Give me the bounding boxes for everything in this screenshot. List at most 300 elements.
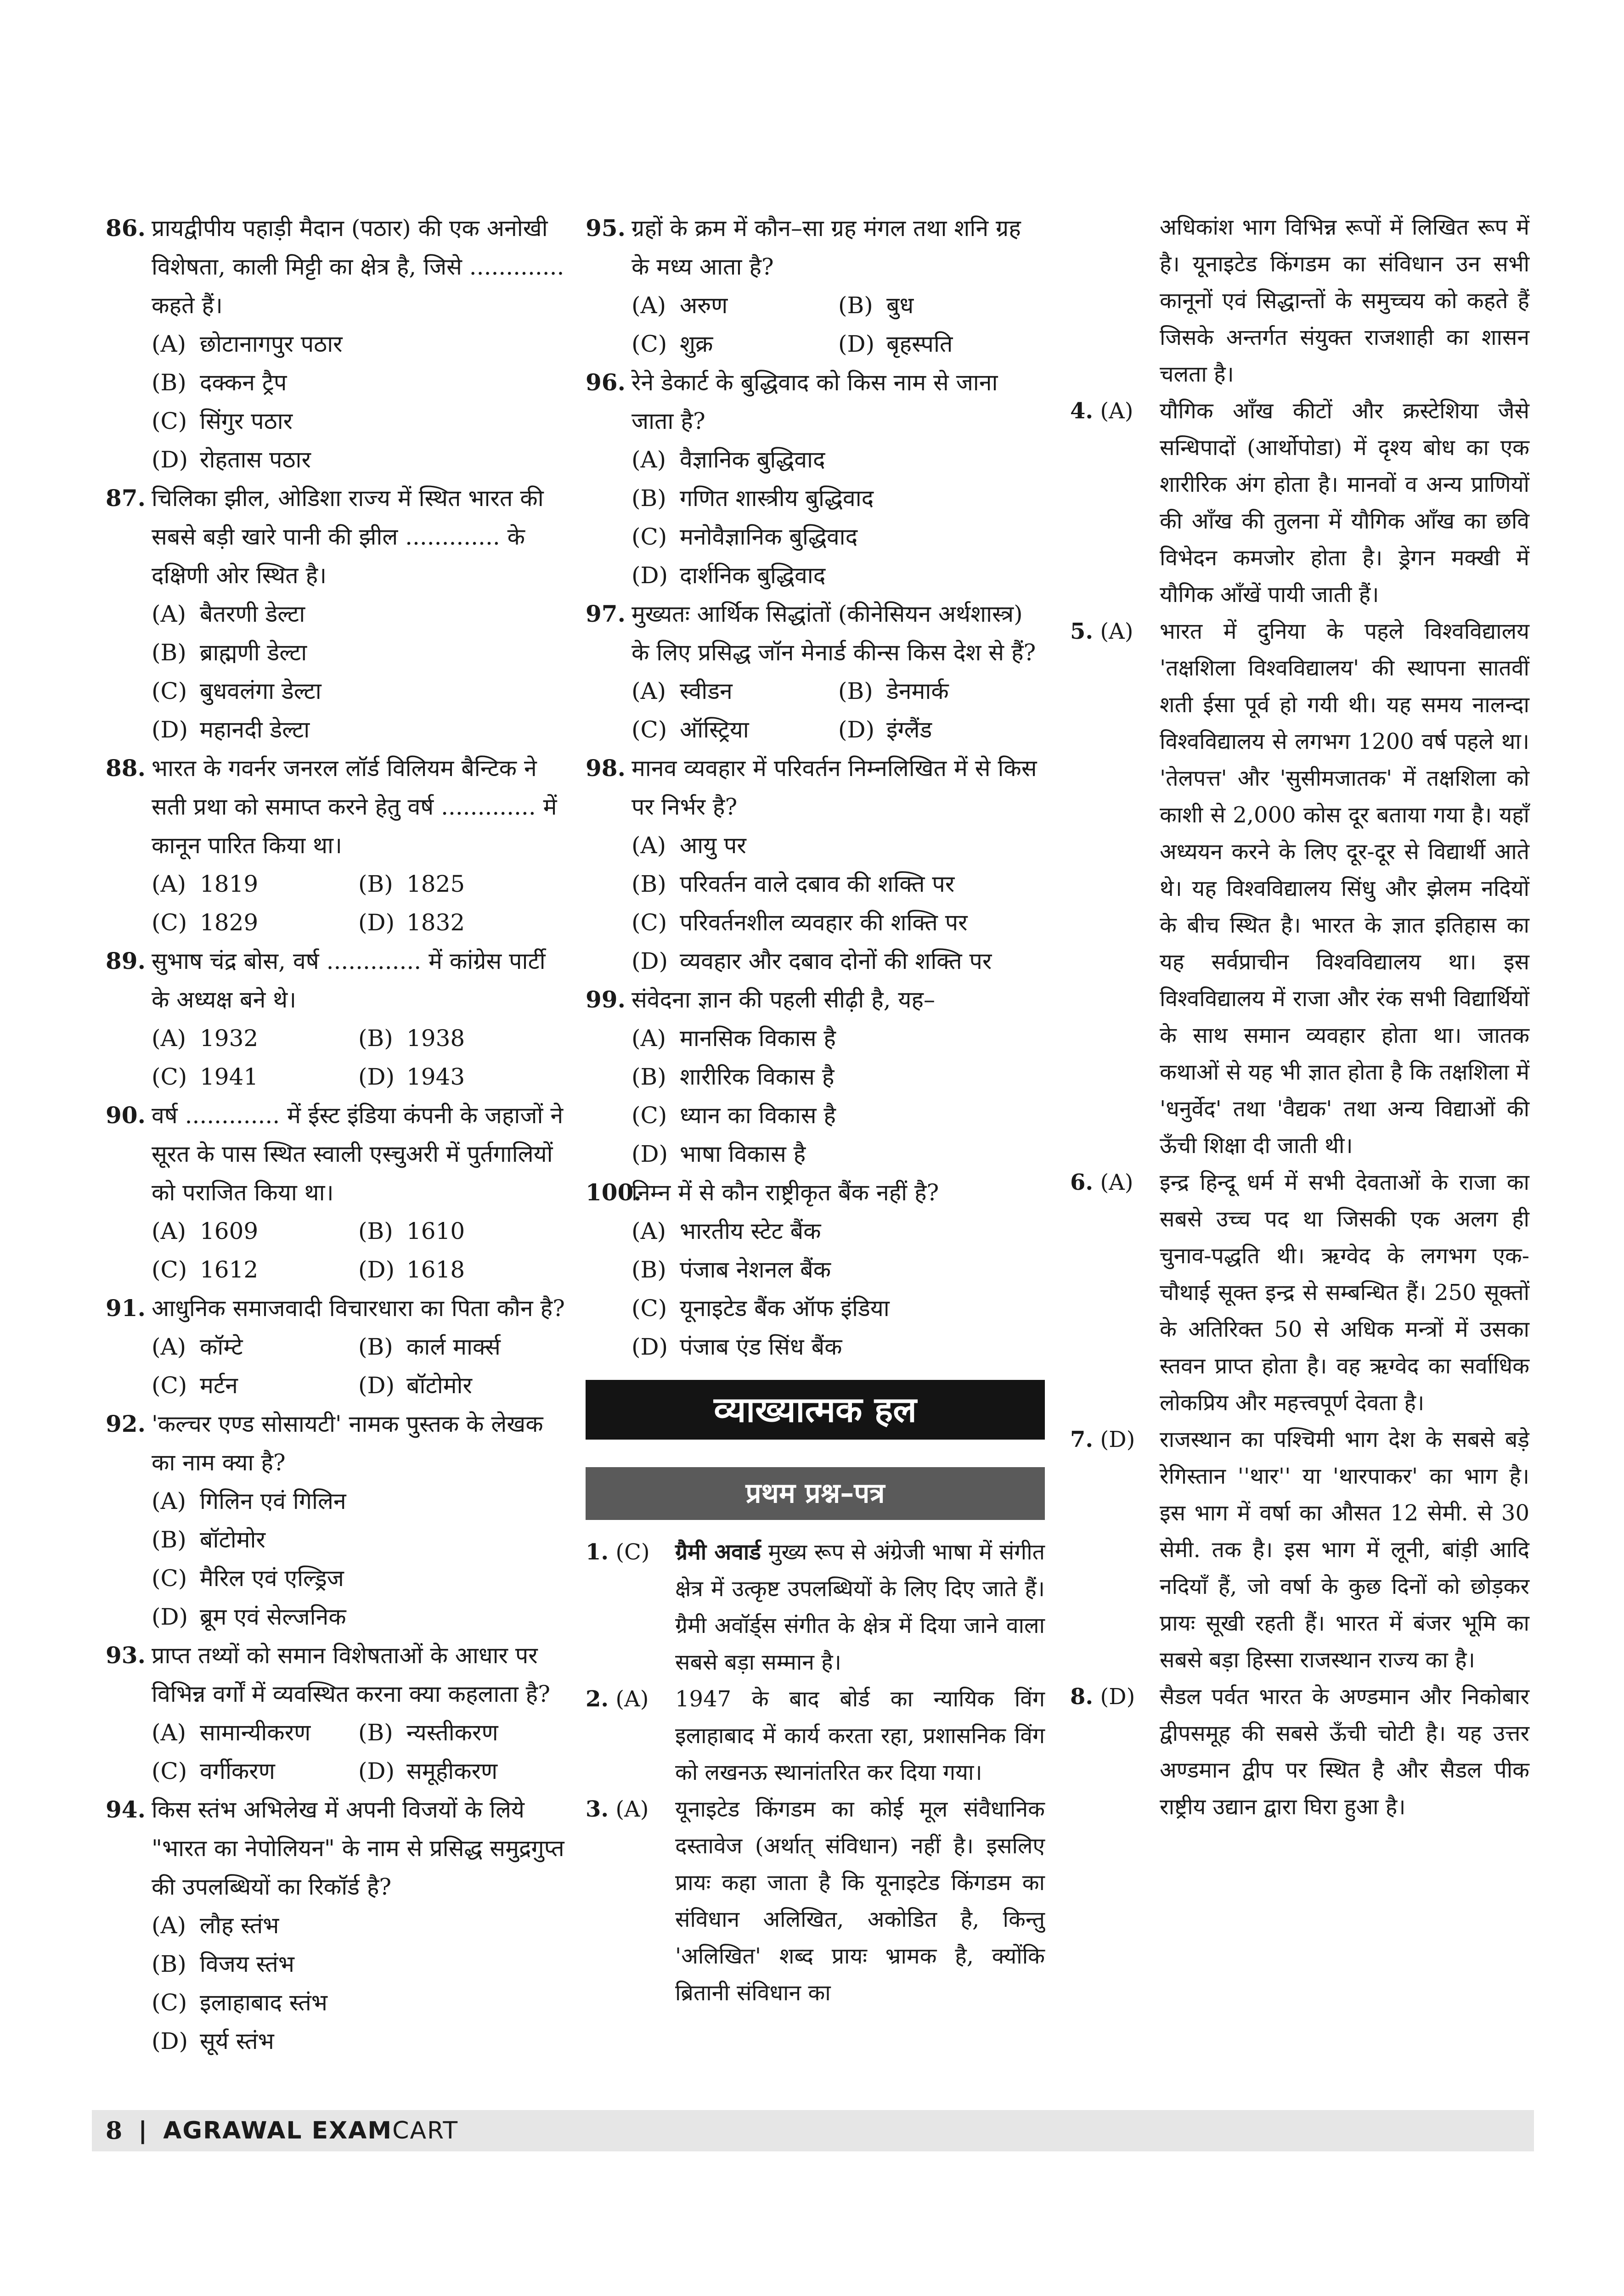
option-item bbox=[358, 865, 565, 903]
option-text: बृहस्पति bbox=[886, 331, 953, 357]
question-stem: चिलिका झील, ओडिशा राज्य में स्थित भारत की सबसे बड़ी खारे पानी की झील ............. के दक्षिणी ओर स्थित है। bbox=[152, 485, 544, 589]
option-list bbox=[632, 286, 1045, 363]
question-item bbox=[586, 209, 1045, 363]
question-number: 88. bbox=[106, 754, 146, 782]
question-item bbox=[106, 1636, 565, 1790]
option-label: (A) bbox=[632, 446, 666, 473]
answer-text: भारत में दुनिया के पहले विश्वविद्यालय 'तक्षशिला विश्वविद्यालय' की स्थापना सातवीं शती ईसा पूर्व हो गयी थी। यह समय नालन्दा विश्वविद्यालय से लगभग 1200 वर्ष पहले था। 'तेलपत्त' और 'सुसीमजातक' में तक्षशिला को काशी से 2,000 कोस दूर बताया गया है। यहाँ अध्ययन करने के लिए दूर-दूर से विद्यार्थी आते थे। यह विश्वविद्यालय सिंधु और झेलम नदियों के बीच स्थित है। भारत के ज्ञात इतिहास का यह सर्वप्राचीन विश्वविद्यालय था। इस विश्वविद्यालय में राजा और रंक सभी विद्यार्थियों के साथ समान व्यवहार होता था। जातक कथाओं से यह भी ज्ञात होता है कि तक्षशिला में 'धनुर्वेद' तथा 'वैद्यक' तथा अन्य विद्याओं की ऊँची शिक्षा दी जाती थी। bbox=[1160, 619, 1529, 1159]
question-item bbox=[586, 595, 1045, 749]
option-item bbox=[632, 1328, 1045, 1366]
option-list bbox=[152, 595, 565, 749]
option-text: वैज्ञानिक बुद्धिवाद bbox=[680, 446, 825, 473]
option-item bbox=[632, 1289, 1045, 1328]
page-number: 8 bbox=[106, 2116, 123, 2145]
option-item bbox=[358, 903, 565, 942]
option-label: (C) bbox=[632, 331, 667, 357]
option-label: (A) bbox=[152, 1334, 186, 1360]
option-item bbox=[152, 1559, 565, 1598]
option-item bbox=[152, 865, 358, 903]
option-text: 1943 bbox=[406, 1064, 465, 1090]
option-label: (A) bbox=[152, 1719, 186, 1746]
option-text: 1832 bbox=[406, 909, 465, 936]
question-stem: ग्रहों के क्रम में कौन–सा ग्रह मंगल तथा शनि ग्रह के मध्य आता है? bbox=[632, 215, 1021, 280]
answer-explanation bbox=[1160, 1164, 1529, 1421]
option-text: 1612 bbox=[200, 1256, 259, 1283]
option-label: (B) bbox=[358, 1719, 393, 1746]
option-text: 1609 bbox=[200, 1218, 259, 1244]
question-number: 89. bbox=[106, 947, 146, 974]
option-label: (A) bbox=[632, 678, 666, 704]
option-label: (C) bbox=[152, 408, 187, 434]
question-stem: 'कल्चर एण्ड सोसायटी' नामक पुस्तक के लेखक का नाम क्या है? bbox=[152, 1411, 543, 1476]
answer-bold-lead: ग्रैमी अवार्ड bbox=[675, 1539, 761, 1565]
option-text: मैरिल एवं एल्ड्रिज bbox=[200, 1565, 344, 1592]
option-label: (D) bbox=[358, 909, 395, 936]
option-text: 1618 bbox=[406, 1256, 465, 1283]
option-item bbox=[358, 1366, 565, 1405]
answer-continuation bbox=[1070, 209, 1529, 393]
option-text: बॉटोमोर bbox=[200, 1526, 265, 1553]
option-text: शुक्र bbox=[680, 331, 713, 357]
answer-explanation bbox=[1160, 613, 1529, 1164]
option-text: शारीरिक विकास है bbox=[680, 1064, 835, 1090]
question-number: 86. bbox=[106, 214, 146, 242]
option-text: गिलिन एवं गिलिन bbox=[200, 1488, 346, 1514]
option-label: (A) bbox=[152, 1025, 186, 1052]
option-label: (D) bbox=[838, 716, 875, 743]
question-item bbox=[106, 1096, 565, 1289]
option-text: 1819 bbox=[200, 871, 259, 897]
answer-num: 2. bbox=[586, 1686, 609, 1712]
option-label: (B) bbox=[838, 678, 873, 704]
option-label: (C) bbox=[152, 1372, 187, 1399]
option-text: स्वीडन bbox=[680, 678, 733, 704]
option-item bbox=[152, 1366, 358, 1405]
answer-explanation bbox=[1160, 1421, 1529, 1678]
question-number: 87. bbox=[106, 484, 146, 512]
answers-right bbox=[1070, 393, 1529, 1825]
option-text: मर्टन bbox=[200, 1372, 238, 1399]
option-label: (D) bbox=[358, 1064, 395, 1090]
answer-key: (A) bbox=[1100, 398, 1133, 424]
option-label: (B) bbox=[152, 1951, 186, 1977]
option-text: लौह स्तंभ bbox=[200, 1912, 279, 1939]
question-number: 98. bbox=[586, 754, 626, 782]
option-label: (B) bbox=[152, 1526, 186, 1553]
option-label: (D) bbox=[358, 1758, 395, 1784]
question-item bbox=[106, 1790, 565, 2060]
option-item bbox=[632, 942, 1045, 980]
option-item bbox=[632, 865, 1045, 903]
question-number: 94. bbox=[106, 1796, 146, 1823]
answer-text: सैडल पर्वत भारत के अण्डमान और निकोबार द्वीपसमूह की सबसे ऊँची चोटी है। यह उत्तर अण्डमान द्वीप पर स्थित है और सैडल पीक राष्ट्रीय उद्यान द्वारा घिरा हुआ है। bbox=[1160, 1684, 1529, 1820]
option-item bbox=[632, 325, 838, 363]
option-label: (C) bbox=[632, 523, 667, 550]
option-label: (C) bbox=[152, 678, 187, 704]
question-item bbox=[586, 749, 1045, 980]
option-item bbox=[358, 1212, 565, 1250]
option-text: ब्राह्मणी डेल्टा bbox=[200, 639, 307, 666]
option-label: (A) bbox=[152, 601, 186, 627]
option-item bbox=[152, 1598, 565, 1636]
option-label: (A) bbox=[152, 1488, 186, 1514]
column-middle bbox=[586, 209, 1045, 2011]
option-label: (C) bbox=[152, 1758, 187, 1784]
question-item bbox=[106, 942, 565, 1096]
option-list bbox=[632, 826, 1045, 980]
footer-separator: | bbox=[138, 2117, 147, 2144]
option-label: (C) bbox=[152, 1256, 187, 1283]
answer-item bbox=[1070, 1421, 1529, 1678]
option-text: 1610 bbox=[406, 1218, 465, 1244]
question-stem: प्रायद्वीपीय पहाड़ी मैदान (पठार) की एक अनोखी विशेषता, काली मिट्टी का क्षेत्र है, जिसे ............. कहते हैं। bbox=[152, 215, 564, 319]
answer-key: (C) bbox=[615, 1539, 650, 1565]
option-text: सिंगुर पठार bbox=[200, 408, 293, 434]
question-number: 91. bbox=[106, 1294, 146, 1322]
question-number: 95. bbox=[586, 214, 626, 242]
option-label: (D) bbox=[152, 716, 188, 743]
answer-text: यौगिक आँख कीटों और क्रस्टेशिया जैसे सन्धिपादों (आर्थोपोडा) में दृश्य बोध का एक शारीरिक अंग होता है। मानवों व अन्य प्राणियों की आँख की तुलना में यौगिक आँख का छवि विभेदन कमजोर होता है। ड्रेगन मक्खी में यौगिक आँखें पायी जाती हैं। bbox=[1160, 398, 1529, 608]
answer-item bbox=[586, 1681, 1045, 1791]
option-label: (A) bbox=[632, 1218, 666, 1244]
answer-key: (A) bbox=[615, 1686, 649, 1712]
option-item bbox=[632, 1096, 1045, 1135]
question-number: 96. bbox=[586, 369, 626, 396]
option-label: (C) bbox=[152, 1565, 187, 1592]
option-label: (B) bbox=[152, 639, 186, 666]
answer-number bbox=[1070, 613, 1157, 650]
option-item bbox=[152, 1713, 358, 1752]
option-text: सूर्य स्तंभ bbox=[200, 2028, 274, 2054]
option-label: (A) bbox=[152, 331, 186, 357]
question-stem: आधुनिक समाजवादी विचारधारा का पिता कौन है? bbox=[152, 1295, 565, 1322]
answer-number bbox=[586, 1681, 673, 1717]
option-item bbox=[632, 518, 1045, 556]
option-label: (B) bbox=[358, 1025, 393, 1052]
option-item bbox=[632, 1058, 1045, 1096]
answer-text: इन्द्र हिन्दू धर्म में सभी देवताओं के राजा का सबसे उच्च पद था जिसकी एक अलग ही चुनाव-पद्धति थी। ऋग्वेद के लगभग एक-चौथाई सूक्त इन्द्र से सम्बन्धित हैं। 250 सूक्तों के अतिरिक्त 50 से अधिक मन्त्रों में उसका स्तवन प्राप्त होता है। वह ऋग्वेद का सर्वाधिक लोकप्रिय और महत्त्वपूर्ण देवता है। bbox=[1160, 1170, 1529, 1416]
option-item bbox=[152, 1752, 358, 1790]
option-text: ऑस्ट्रिया bbox=[680, 716, 749, 743]
option-item bbox=[152, 325, 565, 363]
option-text: वर्गीकरण bbox=[200, 1758, 275, 1784]
option-text: पंजाब एंड सिंध बैंक bbox=[680, 1334, 842, 1360]
option-item bbox=[152, 440, 565, 479]
option-label: (C) bbox=[632, 1102, 667, 1129]
answer-item bbox=[1070, 613, 1529, 1164]
answer-text: यूनाइटेड किंगडम का कोई मूल संवैधानिक दस्तावेज (अर्थात् संविधान) नहीं है। इसलिए प्रायः कहा जाता है कि यूनाइटेड किंगडम का संविधान अलिखित, अकोडित है, किन्तु 'अलिखित' शब्द प्रायः भ्रामक है, क्योंकि ब्रितानी संविधान का bbox=[675, 1796, 1045, 2006]
option-label: (D) bbox=[632, 948, 668, 974]
option-item bbox=[152, 672, 565, 710]
answer-num: 6. bbox=[1070, 1170, 1094, 1195]
question-stem: रेने डेकार्ट के बुद्धिवाद को किस नाम से जाना जाता है? bbox=[632, 369, 998, 434]
question-item bbox=[106, 1405, 565, 1636]
option-list bbox=[152, 325, 565, 479]
option-label: (D) bbox=[632, 1334, 668, 1360]
option-item bbox=[152, 1212, 358, 1250]
option-item bbox=[152, 402, 565, 440]
answer-item bbox=[1070, 1164, 1529, 1421]
question-stem: किस स्तंभ अभिलेख में अपनी विजयों के लिये "भारत का नेपोलियन" के नाम से प्रसिद्ध समुद्रगुप्त की उपलब्धियों का रिकॉर्ड है? bbox=[152, 1796, 564, 1900]
option-text: परिवर्तनशील व्यवहार की शक्ति पर bbox=[680, 909, 968, 936]
option-item bbox=[152, 633, 565, 672]
option-item bbox=[358, 1058, 565, 1096]
option-item bbox=[152, 1019, 358, 1058]
question-number: 90. bbox=[106, 1102, 146, 1129]
question-number: 93. bbox=[106, 1642, 146, 1669]
answer-num: 5. bbox=[1070, 619, 1094, 644]
option-list bbox=[152, 865, 565, 942]
answer-item bbox=[586, 1791, 1045, 2011]
question-item bbox=[586, 980, 1045, 1173]
answer-key: (D) bbox=[1100, 1684, 1135, 1710]
option-label: (B) bbox=[358, 871, 393, 897]
answer-text: 1947 के बाद बोर्ड का न्यायिक विंग इलाहाबाद में कार्य करता रहा, प्रशासनिक विंग को लखनऊ स्थानांतरित कर दिया गया। bbox=[675, 1686, 1045, 1785]
answer-explanation bbox=[1160, 393, 1529, 613]
option-label: (D) bbox=[632, 562, 668, 589]
answer-item bbox=[586, 1534, 1045, 1681]
question-stem: संवेदना ज्ञान की पहली सीढ़ी है, यह– bbox=[632, 986, 935, 1013]
option-label: (C) bbox=[152, 1989, 187, 2016]
answer-num: 1. bbox=[586, 1539, 609, 1565]
option-item bbox=[838, 710, 1045, 749]
option-item bbox=[358, 1250, 565, 1289]
option-item bbox=[152, 710, 565, 749]
option-text: इलाहाबाद स्तंभ bbox=[200, 1989, 327, 2016]
option-list bbox=[152, 1019, 565, 1096]
option-item bbox=[152, 1945, 565, 1983]
answer-key: (A) bbox=[615, 1796, 649, 1822]
option-item bbox=[632, 903, 1045, 942]
option-item bbox=[632, 672, 838, 710]
option-label: (C) bbox=[152, 909, 187, 936]
option-label: (D) bbox=[152, 1604, 188, 1630]
option-list bbox=[152, 1906, 565, 2060]
question-item bbox=[106, 209, 565, 479]
answer-num: 4. bbox=[1070, 398, 1094, 424]
option-item bbox=[152, 903, 358, 942]
option-text: कॉम्टे bbox=[200, 1334, 243, 1360]
option-list bbox=[632, 1212, 1045, 1366]
option-item bbox=[632, 479, 1045, 518]
option-label: (D) bbox=[838, 331, 875, 357]
option-text: आयु पर bbox=[680, 832, 746, 859]
question-item bbox=[106, 479, 565, 749]
answer-number bbox=[586, 1791, 673, 1828]
section-heading: व्याख्यात्मक हल bbox=[586, 1380, 1045, 1440]
option-text: गणित शास्त्रीय बुद्धिवाद bbox=[680, 485, 874, 512]
option-text: मनोवैज्ञानिक बुद्धिवाद bbox=[680, 523, 858, 550]
option-text: डेनमार्क bbox=[886, 678, 949, 704]
option-text: परिवर्तन वाले दबाव की शक्ति पर bbox=[680, 871, 955, 897]
option-item bbox=[358, 1019, 565, 1058]
option-label: (B) bbox=[632, 1064, 666, 1090]
option-text: दार्शनिक बुद्धिवाद bbox=[680, 562, 826, 589]
answer-key: (A) bbox=[1100, 619, 1133, 644]
answer-num: 8. bbox=[1070, 1684, 1094, 1710]
option-item bbox=[358, 1752, 565, 1790]
option-label: (B) bbox=[632, 485, 666, 512]
option-text: बुध bbox=[886, 292, 914, 319]
question-stem: मानव व्यवहार में परिवर्तन निम्नलिखित में से किस पर निर्भर है? bbox=[632, 755, 1037, 820]
option-item bbox=[358, 1713, 565, 1752]
answer-continuation-text: अधिकांश भाग विभिन्न रूपों में लिखित रूप में है। यूनाइटेड किंगडम का संविधान उन सभी कानूनों एवं सिद्धान्तों के समुच्चय को कहते हैं जिसके अन्तर्गत संयुक्त राजशाही का शासन चलता है। bbox=[1160, 214, 1529, 387]
option-item bbox=[152, 1058, 358, 1096]
option-label: (B) bbox=[358, 1334, 393, 1360]
option-text: इंग्लैंड bbox=[886, 716, 932, 743]
option-label: (C) bbox=[632, 1295, 667, 1322]
option-text: अरुण bbox=[680, 292, 728, 319]
option-label: (B) bbox=[358, 1218, 393, 1244]
option-list bbox=[632, 1019, 1045, 1173]
option-list bbox=[152, 1713, 565, 1790]
answer-number bbox=[1070, 1164, 1157, 1201]
answer-number bbox=[1070, 393, 1157, 429]
option-item bbox=[358, 1328, 565, 1366]
option-item bbox=[152, 363, 565, 402]
page-footer bbox=[92, 2110, 1534, 2151]
option-list bbox=[152, 1212, 565, 1289]
option-item bbox=[152, 595, 565, 633]
option-item bbox=[632, 1212, 1045, 1250]
answer-item bbox=[1070, 1678, 1529, 1825]
option-label: (B) bbox=[632, 871, 666, 897]
answer-explanation bbox=[675, 1681, 1045, 1791]
question-stem: वर्ष ............. में ईस्ट इंडिया कंपनी के जहाजों ने सूरत के पास स्थित स्वाली एस्चुअरी में पुर्तगालियों को पराजित किया था। bbox=[152, 1102, 564, 1206]
question-item bbox=[106, 1289, 565, 1405]
option-text: 1829 bbox=[200, 909, 259, 936]
answer-number bbox=[586, 1534, 673, 1570]
question-number: 97. bbox=[586, 600, 626, 627]
question-stem: प्राप्त तथ्यों को समान विशेषताओं के आधार पर विभिन्न वर्गों में व्यवस्थित करना क्या कहलाता है? bbox=[152, 1642, 551, 1707]
option-text: 1938 bbox=[406, 1025, 465, 1052]
option-item bbox=[632, 1250, 1045, 1289]
option-list bbox=[152, 1482, 565, 1636]
option-text: छोटानागपुर पठार bbox=[200, 331, 343, 357]
option-text: भाषा विकास है bbox=[680, 1141, 806, 1167]
question-stem: मुख्यतः आर्थिक सिद्धांतों (कीनेसियन अर्थशास्त्र) के लिए प्रसिद्ध जॉन मेनार्ड कीन्स किस देश से हैं? bbox=[632, 601, 1036, 666]
question-number: 92. bbox=[106, 1410, 146, 1437]
option-label: (C) bbox=[632, 716, 667, 743]
option-text: सामान्यीकरण bbox=[200, 1719, 311, 1746]
option-label: (D) bbox=[358, 1372, 395, 1399]
option-item bbox=[152, 1906, 565, 1945]
answer-explanation bbox=[675, 1791, 1045, 2011]
question-stem: सुभाष चंद्र बोस, वर्ष ............. में कांग्रेस पार्टी के अध्यक्ष बने थे। bbox=[152, 948, 546, 1013]
option-item bbox=[838, 325, 1045, 363]
option-label: (D) bbox=[632, 1141, 668, 1167]
option-item bbox=[152, 1520, 565, 1559]
option-list bbox=[152, 1328, 565, 1405]
option-item bbox=[152, 1482, 565, 1520]
answer-text: राजस्थान का पश्चिमी भाग देश के सबसे बड़े रेगिस्तान ''थार'' या 'थारपाकर' का भाग है। इस भाग में वर्षा का औसत 12 सेमी. से 30 सेमी. तक है। इस भाग में लूनी, बांड़ी आदि नदियाँ हैं, जो वर्षा के कुछ दिनों को छोड़कर प्रायः सूखी रहती हैं। भारत में बंजर भूमि का सबसे बड़ा हिस्सा राजस्थान राज्य का है। bbox=[1160, 1427, 1529, 1673]
option-item bbox=[152, 2022, 565, 2060]
option-label: (A) bbox=[152, 871, 186, 897]
question-item bbox=[586, 1173, 1045, 1366]
option-item bbox=[632, 286, 838, 325]
option-text: कार्ल मार्क्स bbox=[406, 1334, 501, 1360]
option-text: न्यस्तीकरण bbox=[406, 1719, 498, 1746]
option-text: मानसिक विकास है bbox=[680, 1025, 836, 1052]
option-text: 1941 bbox=[200, 1064, 259, 1090]
question-number: 100. bbox=[586, 1179, 642, 1206]
answer-key: (D) bbox=[1100, 1427, 1135, 1452]
option-text: ब्रूम एवं सेल्जनिक bbox=[200, 1604, 346, 1630]
question-number: 99. bbox=[586, 986, 626, 1013]
option-item bbox=[632, 440, 1045, 479]
question-stem: निम्न में से कौन राष्ट्रीकृत बैंक नहीं है? bbox=[632, 1179, 939, 1206]
option-label: (B) bbox=[632, 1256, 666, 1283]
answers-middle bbox=[586, 1534, 1045, 2011]
column-left bbox=[106, 209, 565, 2060]
option-label: (B) bbox=[838, 292, 873, 319]
brand-name-light: CART bbox=[392, 2117, 459, 2144]
option-text: 1825 bbox=[406, 871, 465, 897]
option-item bbox=[152, 1983, 565, 2022]
option-label: (A) bbox=[632, 292, 666, 319]
option-label: (A) bbox=[632, 1025, 666, 1052]
answer-key: (A) bbox=[1100, 1170, 1133, 1195]
option-list bbox=[632, 440, 1045, 595]
option-text: बैतरणी डेल्टा bbox=[200, 601, 305, 627]
option-label: (D) bbox=[358, 1256, 395, 1283]
option-text: भारतीय स्टेट बैंक bbox=[680, 1218, 821, 1244]
option-item bbox=[838, 672, 1045, 710]
answer-number bbox=[1070, 1678, 1157, 1715]
option-label: (A) bbox=[152, 1912, 186, 1939]
question-stem: भारत के गवर्नर जनरल लॉर्ड विलियम बैन्टिक ने सती प्रथा को समाप्त करने हेतु वर्ष ............. में कानून पारित किया था। bbox=[152, 755, 557, 859]
answer-number bbox=[1070, 1421, 1157, 1458]
option-text: रोहतास पठार bbox=[200, 446, 311, 473]
answer-num: 7. bbox=[1070, 1427, 1094, 1452]
option-label: (C) bbox=[632, 909, 667, 936]
option-label: (B) bbox=[152, 369, 186, 396]
question-item bbox=[106, 749, 565, 942]
option-label: (D) bbox=[152, 446, 188, 473]
questions-middle bbox=[586, 209, 1045, 1366]
option-label: (A) bbox=[152, 1218, 186, 1244]
option-item bbox=[632, 1135, 1045, 1173]
option-label: (C) bbox=[152, 1064, 187, 1090]
option-list bbox=[632, 672, 1045, 749]
option-text: दक्कन ट्रैप bbox=[200, 369, 287, 396]
option-text: विजय स्तंभ bbox=[200, 1951, 294, 1977]
brand-name-bold: AGRAWAL EXAM bbox=[163, 2117, 393, 2144]
option-item bbox=[632, 710, 838, 749]
option-item bbox=[632, 1019, 1045, 1058]
option-text: यूनाइटेड बैंक ऑफ इंडिया bbox=[680, 1295, 890, 1322]
option-text: बुधवलंगा डेल्टा bbox=[200, 678, 321, 704]
option-text: समूहीकरण bbox=[406, 1758, 498, 1784]
question-item bbox=[586, 363, 1045, 595]
option-text: ध्यान का विकास है bbox=[680, 1102, 836, 1129]
column-right bbox=[1070, 209, 1529, 1825]
option-item bbox=[632, 556, 1045, 595]
option-text: बॉटोमोर bbox=[406, 1372, 472, 1399]
option-text: व्यवहार और दबाव दोनों की शक्ति पर bbox=[680, 948, 992, 974]
subsection-heading: प्रथम प्रश्न–पत्र bbox=[586, 1467, 1045, 1520]
option-item bbox=[838, 286, 1045, 325]
option-text: 1932 bbox=[200, 1025, 259, 1052]
option-item bbox=[152, 1250, 358, 1289]
answer-item bbox=[1070, 393, 1529, 613]
answer-explanation bbox=[1160, 1678, 1529, 1825]
answer-text: मुख्य रूप से अंग्रेजी भाषा में संगीत क्षेत्र में उत्कृष्ट उपलब्धियों के लिए दिए जाते हैं। ग्रैमी अवॉर्ड्स संगीत के क्षेत्र में दिया जाने वाला सबसे बड़ा सम्मान है। bbox=[675, 1539, 1045, 1675]
option-item bbox=[152, 1328, 358, 1366]
answer-explanation bbox=[675, 1534, 1045, 1681]
option-label: (D) bbox=[152, 2028, 188, 2054]
option-text: महानदी डेल्टा bbox=[200, 716, 310, 743]
